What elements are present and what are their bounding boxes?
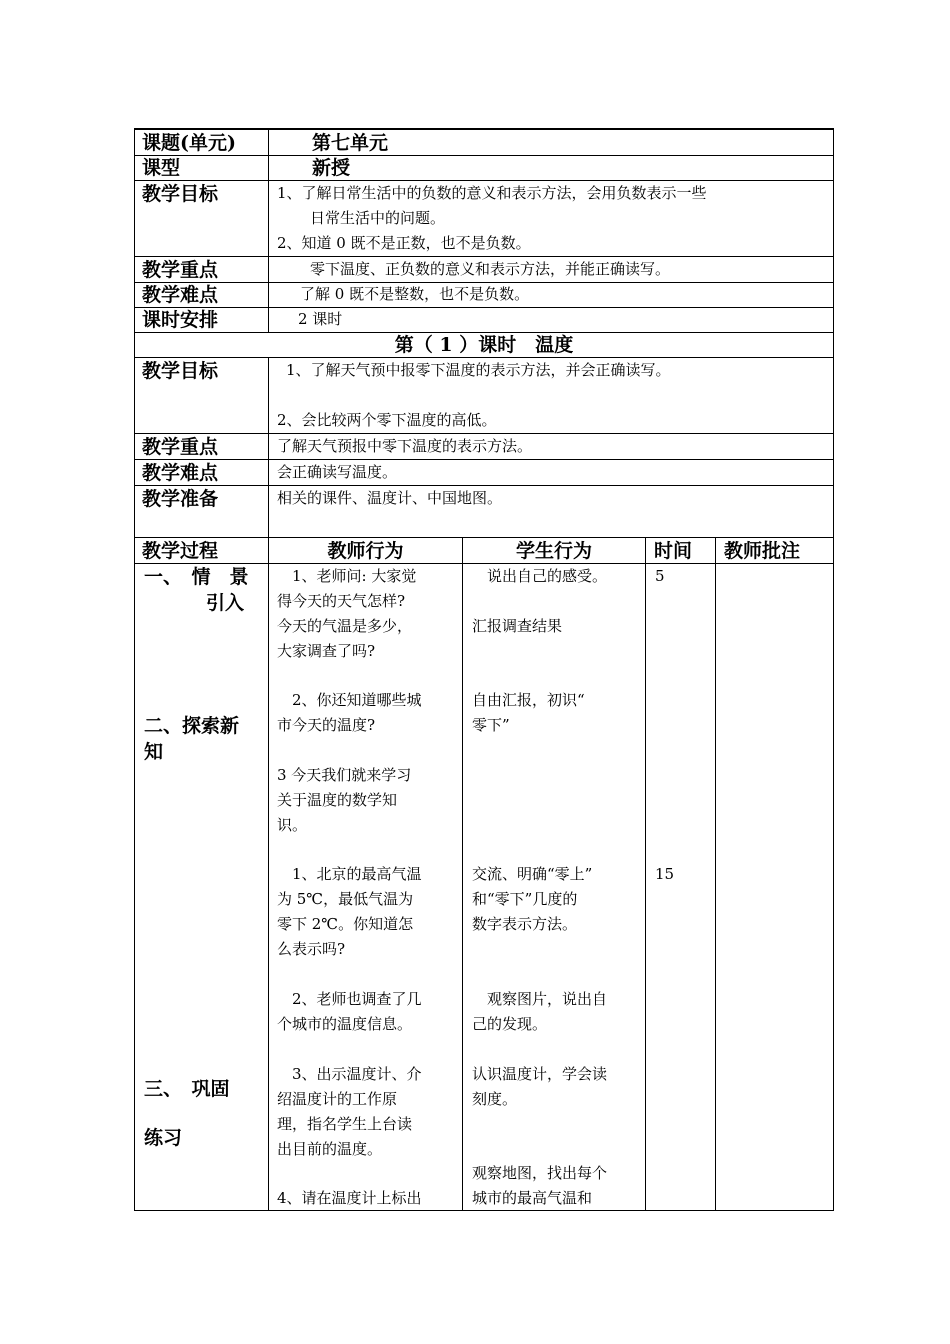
teacher-step-2-line: 2、你还知道哪些城 (277, 691, 422, 709)
unit-focus-value: 零下温度、正负数的意义和表示方法，并能正确读写。 (310, 260, 671, 278)
process-header-notes: 教师批注 (724, 540, 801, 562)
student-step-3-line: 自由汇报，初识“ (472, 691, 585, 709)
teacher-step-7-line: 4、请在温度计上标出 (277, 1189, 422, 1207)
teacher-step-3 (277, 763, 461, 838)
lesson-focus-value: 了解天气预报中零下温度的表示方法。 (277, 437, 533, 455)
process-header-student: 学生行为 (515, 540, 592, 562)
teacher-step-6-line: 出目前的温度。 (277, 1140, 383, 1158)
teacher-step-4 (277, 862, 461, 962)
stage-2-line1: 二、探索新 (144, 715, 240, 737)
student-step-5 (472, 987, 644, 1037)
time-value: 5 (655, 567, 665, 585)
unit-goal-1-cont: 日常生活中的问题。 (310, 209, 446, 227)
rule (134, 128, 834, 130)
teacher-step-1-line: 大家调查了吗? (277, 642, 376, 660)
student-step-7-line: 观察地图，找出每个 (472, 1164, 608, 1182)
type-label: 课型 (142, 157, 181, 179)
teacher-step-5 (277, 987, 461, 1037)
teacher-step-1-line: 得今天的天气怎样? (277, 592, 406, 610)
student-step-6 (472, 1062, 644, 1112)
stage-2-line2: 知 (144, 741, 164, 763)
teacher-step-3-line: 关于温度的数学知 (277, 791, 398, 809)
student-step-3 (472, 688, 644, 738)
teacher-step-3-line: 3 今天我们就来学习 (277, 766, 412, 784)
lesson-goals-label: 教学目标 (142, 360, 219, 382)
prep-label: 教学准备 (142, 488, 219, 510)
lesson-title: 第（ 1 ）课时 温度 (394, 334, 574, 356)
stage-3-line2: 练习 (144, 1127, 183, 1149)
rule (833, 128, 834, 1211)
process-header-teacher: 教师行为 (327, 540, 404, 562)
student-step-2 (472, 614, 644, 639)
stage-1-line1: 一、 情 景 (144, 566, 249, 588)
rule (134, 537, 834, 538)
stage-1-line2: 引入 (206, 592, 245, 614)
lesson-focus-label: 教学重点 (142, 436, 219, 458)
unit-goal-2: 2、知道 0 既不是正数，也不是负数。 (277, 234, 531, 252)
schedule-label: 课时安排 (142, 309, 219, 331)
teacher-step-6 (277, 1062, 461, 1162)
schedule-value: 2 课时 (298, 310, 343, 328)
student-step-3-line: 零下” (472, 716, 510, 734)
teacher-step-2-line: 市今天的温度? (277, 716, 376, 734)
teacher-notes-cell[interactable] (716, 564, 833, 1210)
student-step-4-line: 和“零下”几度的 (472, 890, 578, 908)
student-step-4-line: 数字表示方法。 (472, 915, 578, 933)
teacher-step-7 (277, 1186, 461, 1211)
unit-goals-label: 教学目标 (142, 183, 219, 205)
student-step-5-line: 观察图片，说出自 (472, 990, 608, 1008)
rule (645, 537, 646, 1211)
teacher-step-3-line: 识。 (277, 816, 308, 834)
rule (134, 128, 135, 1211)
topic-value: 第七单元 (312, 132, 389, 154)
time-value: 15 (655, 865, 675, 883)
prep-value: 相关的课件、温度计、中国地图。 (277, 489, 503, 507)
student-step-7-line: 城市的最高气温和 (472, 1189, 593, 1207)
student-step-1-line: 说出自己的感受。 (472, 567, 608, 585)
unit-focus-label: 教学重点 (142, 259, 219, 281)
teacher-step-2 (277, 688, 461, 738)
teacher-step-4-line: 1、北京的最高气温 (277, 865, 422, 883)
lesson-goal-2: 2、会比较两个零下温度的高低。 (277, 411, 497, 429)
process-header-stage: 教学过程 (142, 540, 219, 562)
lesson-goal-1: 1、了解天气预中报零下温度的表示方法，并会正确读写。 (286, 361, 671, 379)
teacher-step-5-line: 个城市的温度信息。 (277, 1015, 413, 1033)
teacher-step-6-line: 绍温度计的工作原 (277, 1090, 398, 1108)
rule (268, 128, 269, 332)
process-header-time: 时间 (654, 540, 693, 562)
student-step-2-line: 汇报调查结果 (472, 617, 563, 635)
teacher-step-4-line: 零下 2℃。你知道怎 (277, 915, 414, 933)
topic-label: 课题(单元) (142, 132, 236, 154)
student-step-6-line: 刻度。 (472, 1090, 518, 1108)
unit-difficulty-value: 了解 0 既不是整数，也不是负数。 (300, 285, 530, 303)
student-step-4 (472, 862, 644, 937)
unit-goal-1: 1、了解日常生活中的负数的意义和表示方法，会用负数表示一些 (277, 184, 707, 202)
teacher-step-1-line: 1、老师问: 大家觉 (277, 567, 417, 585)
rule (462, 537, 463, 1211)
rule (268, 357, 269, 1211)
student-step-5-line: 己的发现。 (472, 1015, 548, 1033)
teacher-step-6-line: 理，指名学生上台读 (277, 1115, 413, 1133)
teacher-step-4-line: 为 5℃，最低气温为 (277, 890, 414, 908)
teacher-step-4-line: 么表示吗? (277, 940, 346, 958)
teacher-step-1 (277, 564, 461, 664)
teacher-step-5-line: 2、老师也调查了几 (277, 990, 422, 1008)
lesson-difficulty-value: 会正确读写温度。 (277, 463, 398, 481)
unit-difficulty-label: 教学难点 (142, 284, 219, 306)
student-step-1 (472, 564, 644, 589)
lesson-difficulty-label: 教学难点 (142, 462, 219, 484)
type-value: 新授 (312, 157, 351, 179)
teacher-step-6-line: 3、出示温度计、介 (277, 1065, 422, 1083)
stage-3-line1: 三、 巩固 (144, 1078, 230, 1100)
student-step-7 (472, 1161, 644, 1211)
teacher-step-1-line: 今天的气温是多少， (277, 617, 413, 635)
student-step-4-line: 交流、明确“零上” (472, 865, 593, 883)
student-step-6-line: 认识温度计，学会读 (472, 1065, 608, 1083)
